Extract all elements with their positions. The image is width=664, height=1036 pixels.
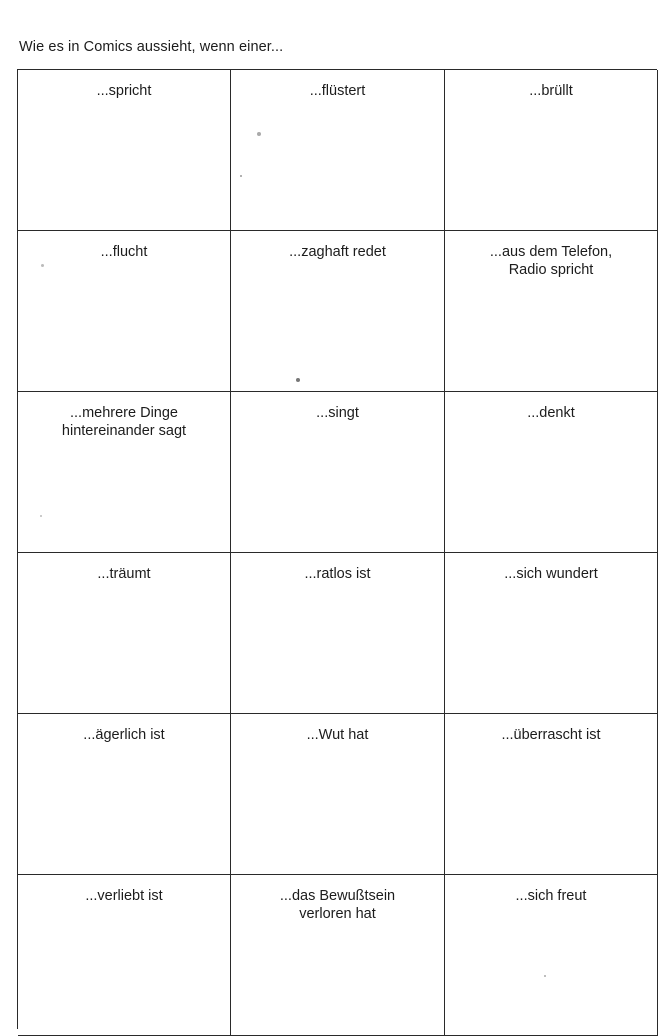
comic-expression-grid: [17, 69, 657, 1029]
grid-cell-denkt: ...denkt: [445, 392, 658, 553]
grid-cell-fluestert: ...flüstert: [231, 70, 445, 231]
scan-speck: [257, 132, 261, 136]
scan-speck: [41, 264, 44, 267]
grid-cell-ratlos: ...ratlos ist: [231, 553, 445, 714]
grid-cell-aergerlich: ...ägerlich ist: [18, 714, 231, 875]
scan-speck: [544, 975, 546, 977]
worksheet-heading: Wie es in Comics aussieht, wenn einer...: [19, 39, 284, 55]
scan-speck: [296, 378, 300, 382]
grid-cell-traeumt: ...träumt: [18, 553, 231, 714]
grid-cell-verliebt: ...verliebt ist: [18, 875, 231, 1036]
grid-cell-wundert: ...sich wundert: [445, 553, 658, 714]
grid-cell-wut: ...Wut hat: [231, 714, 445, 875]
grid-cell-ueberrascht: ...überrascht ist: [445, 714, 658, 875]
grid-cell-flucht: ...flucht: [18, 231, 231, 392]
grid-cell-telefon-radio: ...aus dem Telefon, Radio spricht: [445, 231, 658, 392]
grid-cell-freut: ...sich freut: [445, 875, 658, 1036]
scan-speck: [40, 515, 42, 517]
grid-cell-singt: ...singt: [231, 392, 445, 553]
grid-cell-bruellt: ...brüllt: [445, 70, 658, 231]
grid-cell-zaghaft-redet: ...zaghaft redet: [231, 231, 445, 392]
grid-cell-mehrere-dinge: ...mehrere Dinge hintereinander sagt: [18, 392, 231, 553]
scan-speck: [240, 175, 242, 177]
grid-cell-spricht: ...spricht: [18, 70, 231, 231]
grid-cell-bewusstsein: ...das Bewußtsein verloren hat: [231, 875, 445, 1036]
